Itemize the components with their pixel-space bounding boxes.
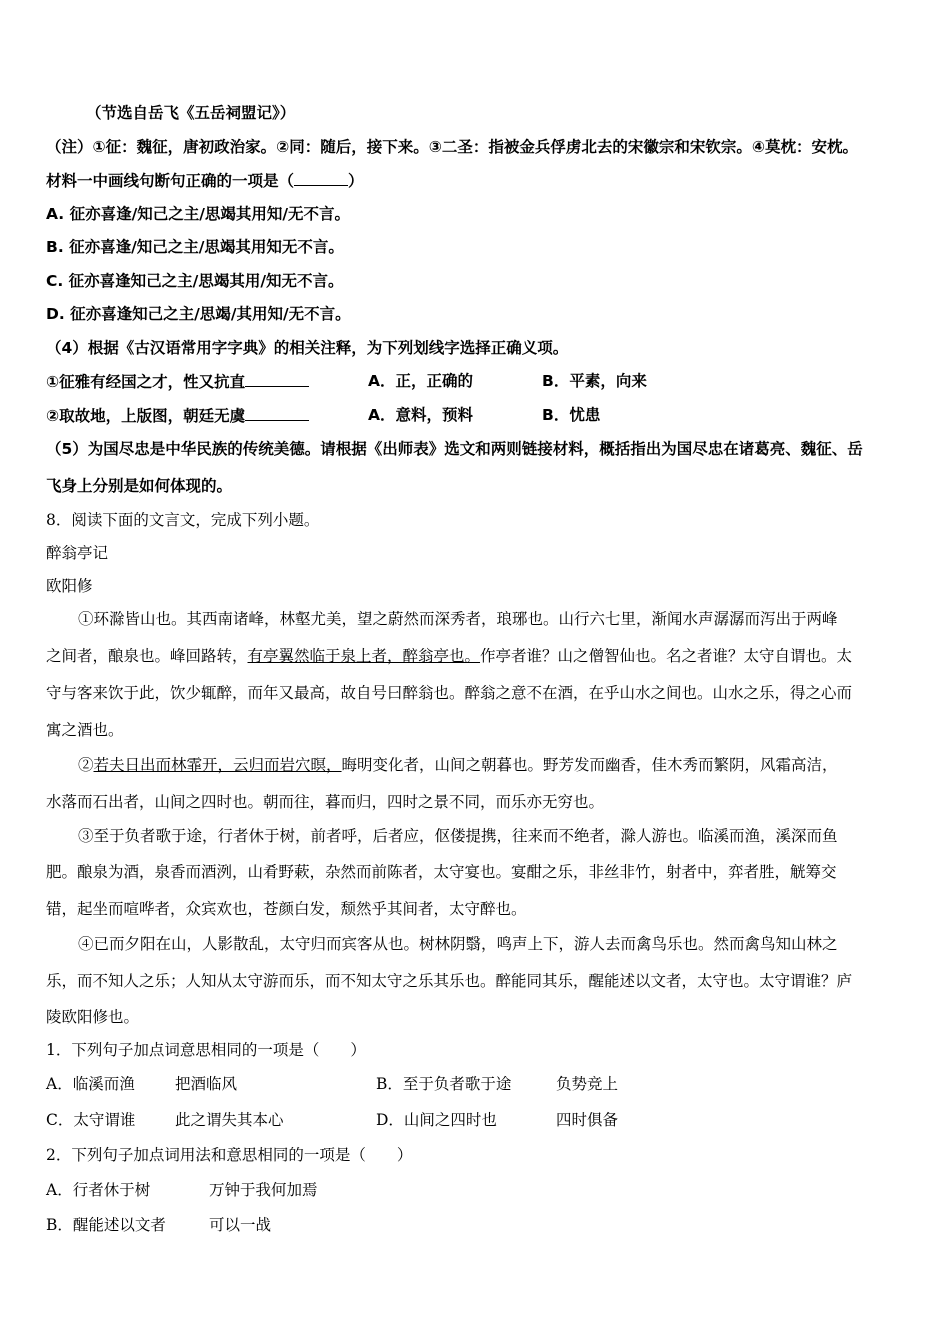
text-segment: 之间者，酿泉也。峰回路转，	[46, 647, 248, 665]
text-segment: 晦明变化者，山间之朝暮也。野芳发而幽香，佳木秀而繁阴，风霜高洁，	[341, 756, 838, 774]
passage-author: 欧阳修	[46, 577, 93, 595]
question-5-line-2: 飞身上分别是如何体现的。	[46, 477, 233, 495]
sub-q1-option-a-2: 把酒临风	[175, 1075, 238, 1093]
question-3-stem-text: 材料一中画线句断句正确的一项是（	[46, 172, 295, 190]
question-4-item-1	[46, 371, 309, 392]
option-b: B. 征亦喜逢/知己之主/思竭其用知无不言。	[46, 238, 344, 256]
paragraph-4-line-3: 陵欧阳修也。	[46, 1008, 140, 1026]
question-4-item-2	[46, 405, 309, 426]
paragraph-3-line-2: 肥。酿泉为酒，泉香而酒洌，山肴野蔌，杂然而前陈者，太守宴也。宴酣之乐，非丝非竹，射者中，弈者胜，觥筹交	[46, 863, 837, 881]
question-3-stem-close: ）	[348, 172, 364, 190]
annotation-note: （注）①征：魏征，唐初政治家。②同：随后，接下来。③二圣：指被金兵俘虏北去的宋徽宗和宋钦宗。④莫枕：安枕。	[46, 138, 858, 156]
paragraph-4-line-1: ④已而夕阳在山，人影散乱，太守归而宾客从也。树林阴翳，鸣声上下，游人去而禽鸟乐也。然而禽鸟知山林之	[78, 935, 838, 953]
question-5-line-1: （5）为国尽忠是中华民族的传统美德。请根据《出师表》选文和两则链接材料，概括指出为国尽忠在诸葛亮、魏征、岳	[46, 440, 863, 458]
item-1-choice-b: B．平素，向来	[542, 372, 647, 390]
item-2-text: ②取故地，上版图，朝廷无虞	[46, 407, 246, 425]
sub-q1-option-b-1: B．至于负者歌于途	[376, 1075, 512, 1093]
paragraph-1-line-1: ①环滁皆山也。其西南诸峰，林壑尤美，望之蔚然而深秀者，琅琊也。山行六七里，渐闻水声潺潺而泻出于两峰	[78, 610, 838, 628]
sub-q1-option-a-1: A．临溪而渔	[46, 1075, 135, 1093]
paragraph-2-line-1	[78, 755, 838, 775]
option-c: C. 征亦喜逢知己之主/思竭其用/知无不言。	[46, 272, 344, 290]
sub-q1-option-d-2: 四时俱备	[556, 1111, 619, 1129]
answer-blank	[294, 170, 348, 186]
paragraph-3-line-3: 错，起坐而喧哗者，众宾欢也，苍颜白发，颓然乎其间者，太守醉也。	[46, 900, 527, 918]
option-d: D. 征亦喜逢知己之主/思竭/其用知/无不言。	[46, 305, 351, 323]
sub-q2-option-a-1: A．行者休于树	[46, 1181, 151, 1199]
question-3-stem	[46, 170, 364, 191]
sub-question-1-stem: 1．下列句子加点词意思相同的一项是（ ）	[46, 1041, 366, 1059]
item-2-choice-a: A．意料，预料	[368, 406, 473, 424]
item-2-choice-b: B．忧患	[542, 406, 601, 424]
sub-q1-option-b-2: 负势竞上	[556, 1075, 619, 1093]
sub-q1-option-d-1: D．山间之四时也	[376, 1111, 497, 1129]
paragraph-4-line-2: 乐，而不知人之乐；人知从太守游而乐，而不知太守之乐其乐也。醉能同其乐，醒能述以文者，太守也。太守谓谁？庐	[46, 972, 853, 990]
paragraph-2-line-2: 水落而石出者，山间之四时也。朝而往，暮而归，四时之景不同，而乐亦无穷也。	[46, 793, 605, 811]
item-1-text: ①征雅有经国之才，性又抗直	[46, 373, 246, 391]
paragraph-1-line-3: 守与客来饮于此，饮少辄醉，而年又最高，故自号曰醉翁也。醉翁之意不在酒，在乎山水之间也。山水之乐，得之心而	[46, 684, 853, 702]
item-1-choice-a: A．正，正确的	[368, 372, 473, 390]
paragraph-1-line-4: 寓之酒也。	[46, 721, 124, 739]
sub-question-2-stem: 2．下列句子加点词用法和意思相同的一项是（ ）	[46, 1146, 413, 1164]
question-4-stem: （4）根据《古汉语常用字字典》的相关注释，为下列划线字选择正确义项。	[46, 339, 569, 357]
sub-q2-option-b-2: 可以一战	[209, 1216, 272, 1234]
paragraph-number: ②	[78, 756, 94, 774]
paragraph-1-line-2	[46, 646, 852, 666]
sub-q1-option-c-2: 此之谓失其本心	[175, 1111, 284, 1129]
source-line: （节选自岳飞《五岳祠盟记》）	[86, 104, 296, 122]
sub-q2-option-a-2: 万钟于我何加焉	[209, 1181, 318, 1199]
question-8-intro: 8．阅读下面的文言文，完成下列小题。	[46, 511, 320, 529]
underlined-sentence: 有亭翼然临于泉上者，醉翁亭也。	[247, 647, 481, 665]
answer-blank	[245, 371, 309, 387]
paragraph-3-line-1: ③至于负者歌于途，行者休于树，前者呼，后者应，伛偻提携，往来而不绝者，滁人游也。临溪而渔，溪深而鱼	[78, 827, 838, 845]
underlined-sentence: 若夫日出而林霏开，云归而岩穴暝，	[93, 756, 342, 774]
passage-title: 醉翁亭记	[46, 544, 109, 562]
sub-q1-option-c-1: C．太守谓谁	[46, 1111, 136, 1129]
option-a: A. 征亦喜逢/知己之主/思竭其用知/无不言。	[46, 205, 351, 223]
answer-blank	[245, 405, 309, 421]
sub-q2-option-b-1: B．醒能述以文者	[46, 1216, 166, 1234]
text-segment: 作亭者谁？山之僧智仙也。名之者谁？太守自谓也。太	[480, 647, 853, 665]
